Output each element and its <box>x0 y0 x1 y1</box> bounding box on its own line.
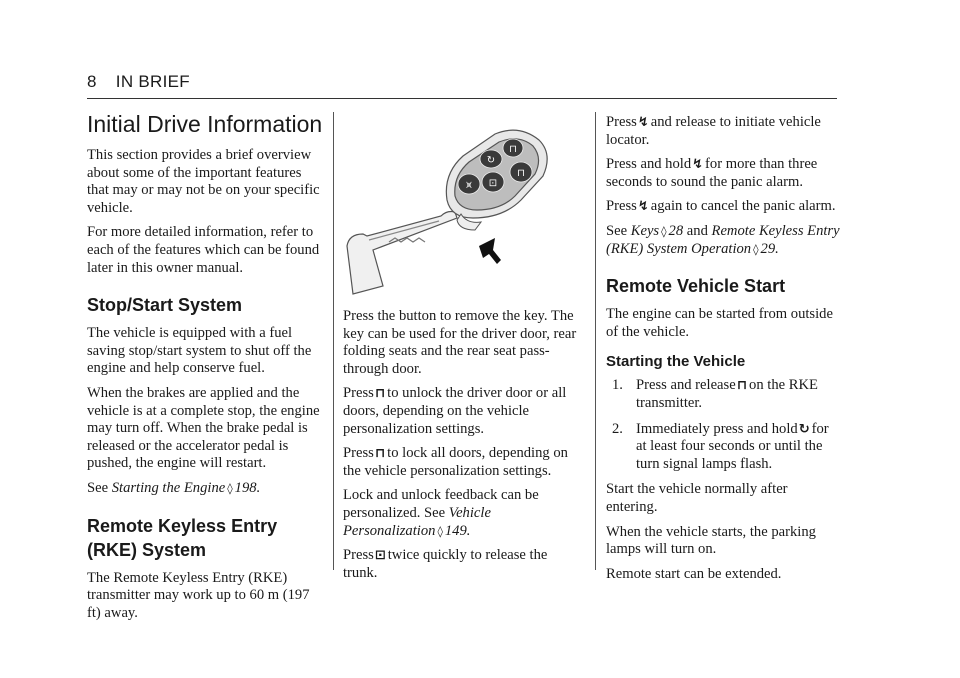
text: Press <box>343 445 374 462</box>
cross-reference-link[interactable]: Vehicle Personalization <box>343 504 491 539</box>
text: for more than three seconds to sound the panic alarm. <box>606 156 818 190</box>
heading-line: Remote Keyless Entry <box>87 515 278 536</box>
column-1 <box>87 111 325 629</box>
locator-instruction <box>606 114 842 149</box>
page-ref-icon: ◊ <box>753 242 759 256</box>
unlock-icon: ⊓ <box>374 386 386 402</box>
remote-start-icon: ↻ <box>798 421 810 437</box>
see-label: See <box>606 222 628 239</box>
paragraph: Start the vehicle normally after entering. <box>606 481 788 515</box>
section-title: IN BRIEF <box>115 72 190 91</box>
paragraph: The Remote Keyless Entry (RKE) transmitter may work up to 60 m (197 ft) away. <box>87 569 310 621</box>
panic-instruction <box>606 156 842 191</box>
paragraph: The engine can be started from outside of the vehicle. <box>606 306 833 340</box>
list-number: 1. <box>612 377 623 394</box>
paragraph: The vehicle is equipped with a fuel saving stop/start system to shut off the engine and help conserve fuel. <box>87 325 312 377</box>
key-fob-illustration <box>343 126 581 296</box>
text: Press <box>606 114 637 130</box>
paragraph: When the vehicle starts, the parking lamps will turn on. <box>606 523 816 558</box>
text: and <box>686 222 708 239</box>
page-ref: 28 <box>668 222 684 239</box>
paragraph: Remote start can be extended. <box>606 565 782 582</box>
list-text <box>636 377 842 412</box>
see-reference <box>87 480 325 498</box>
text: on the RKE transmitter. <box>636 377 818 411</box>
text: Press and release <box>636 377 736 394</box>
text: for at least four seconds or until the turn signal lamps flash. <box>636 420 829 472</box>
text: Lock and unlock feedback can be personalized. See <box>343 487 539 521</box>
header-rule <box>87 98 837 99</box>
page-ref: 198. <box>234 479 261 496</box>
cancel-instruction <box>606 198 842 216</box>
list-number: 2. <box>612 420 623 437</box>
paragraph: For more detailed information, refer to each of the features which can be found later in this owner manual. <box>87 224 320 276</box>
column-2 <box>343 126 581 589</box>
lock-icon: ⊓ <box>736 378 748 394</box>
page-ref-icon: ◊ <box>437 524 443 538</box>
svg-text:⩙: ⩙ <box>466 180 472 191</box>
text: to unlock the driver door or all doors, depending on the vehicle personalization settings. <box>343 385 567 437</box>
list-item <box>606 421 842 474</box>
page-ref: 149. <box>444 522 471 539</box>
text: Immediately press and hold <box>636 420 798 437</box>
section-heading-stop-start: Stop/Start System <box>87 295 243 316</box>
page-title: Initial Drive Information <box>87 111 323 137</box>
svg-text:⊡: ⊡ <box>488 178 498 189</box>
page-ref: 29. <box>760 240 779 257</box>
page-ref-icon: ◊ <box>227 481 233 495</box>
paragraph: This section provides a brief overview about some of the important features that may or may not be on your specific vehicle. <box>87 147 320 216</box>
text: Press <box>606 198 637 215</box>
vehicle-locator-icon: ↯ <box>637 115 649 130</box>
cross-reference-link[interactable]: Keys <box>630 222 660 239</box>
text: twice quickly to release the trunk. <box>343 547 548 581</box>
lock-icon: ⊓ <box>374 446 386 462</box>
column-3 <box>606 114 842 590</box>
vehicle-locator-icon: ↯ <box>637 199 649 215</box>
see-reference <box>606 223 842 258</box>
subheading-starting-vehicle: Starting the Vehicle <box>606 353 746 371</box>
lock-instruction <box>343 445 581 480</box>
see-label: See <box>87 479 109 496</box>
list-text <box>636 421 842 474</box>
section-heading-rke <box>87 514 325 562</box>
text: Press and hold <box>606 156 692 173</box>
trunk-instruction <box>343 547 581 582</box>
paragraph: When the brakes are applied and the vehicle is at a complete stop, the engine may turn off. When the brake pedal is released or the accelerator pedal is pushed, the engine will restart. <box>87 384 320 472</box>
text: again to cancel the panic alarm. <box>650 198 836 215</box>
text: Press <box>343 385 374 402</box>
paragraph: Press the button to remove the key. The key can be used for the driver door, rear folding seats and the rear seat pass-through door. <box>343 308 577 377</box>
cross-reference-link[interactable]: Starting the Engine <box>111 479 226 496</box>
svg-text:↻: ↻ <box>486 155 496 166</box>
text: Press <box>343 547 374 564</box>
svg-text:⊓: ⊓ <box>517 168 525 179</box>
text: and release to initiate vehicle locator. <box>606 114 821 148</box>
page-header <box>87 72 190 92</box>
page-number: 8 <box>87 72 97 91</box>
trunk-icon: ⊡ <box>374 548 386 564</box>
section-heading-remote-start: Remote Vehicle Start <box>606 276 786 297</box>
heading-line: (RKE) System <box>87 539 207 560</box>
column-divider <box>595 112 596 570</box>
vehicle-locator-icon: ↯ <box>692 157 704 173</box>
text: to lock all doors, depending on the vehicle personalization settings. <box>343 445 568 479</box>
svg-text:⊓: ⊓ <box>509 144 517 155</box>
page-ref-icon: ◊ <box>661 224 667 238</box>
cross-reference-link[interactable]: Remote Keyless Entry (RKE) System Operation <box>606 222 840 257</box>
column-divider <box>333 112 334 570</box>
unlock-instruction <box>343 385 581 438</box>
list-item <box>606 377 842 412</box>
feedback-note <box>343 487 581 540</box>
